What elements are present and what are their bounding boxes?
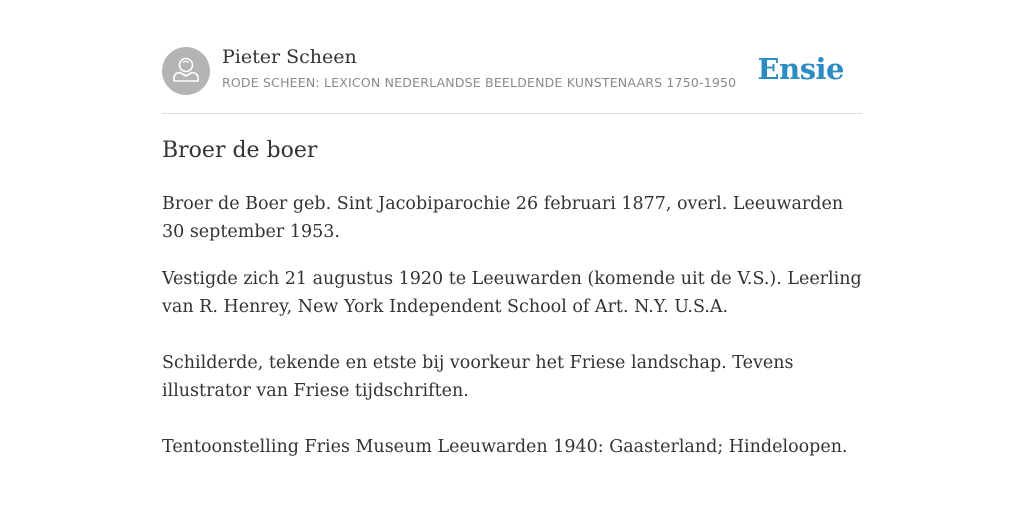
author-name[interactable]: Pieter Scheen	[222, 46, 357, 68]
ensie-logo[interactable]: Ensie	[757, 52, 844, 86]
article-header	[162, 0, 862, 114]
paragraph-education: Vestigde zich 21 augustus 1920 te Leeuwarden (komende uit de V.S.). Leerling van R. Henrey, New York Independent School of Art. N.Y. U.S.A.	[162, 269, 862, 317]
paragraph-work: Schilderde, tekende en etste bij voorkeur het Friese landschap. Tevens illustrator van Friese tijdschriften.	[162, 353, 794, 401]
paragraph-biography: Broer de Boer geb. Sint Jacobiparochie 26 februari 1877, overl. Leeuwarden 30 september 1953.	[162, 194, 844, 242]
article-body	[162, 190, 862, 461]
page-container	[162, 0, 862, 457]
article-title: Broer de boer	[162, 138, 318, 163]
paragraph-exhibition: Tentoonstelling Fries Museum Leeuwarden 1940: Gaasterland; Hindeloopen.	[162, 437, 848, 457]
source-name[interactable]: RODE SCHEEN: LEXICON NEDERLANDSE BEELDENDE KUNSTENAARS 1750-1950	[222, 75, 737, 90]
user-avatar-icon[interactable]	[162, 47, 210, 95]
